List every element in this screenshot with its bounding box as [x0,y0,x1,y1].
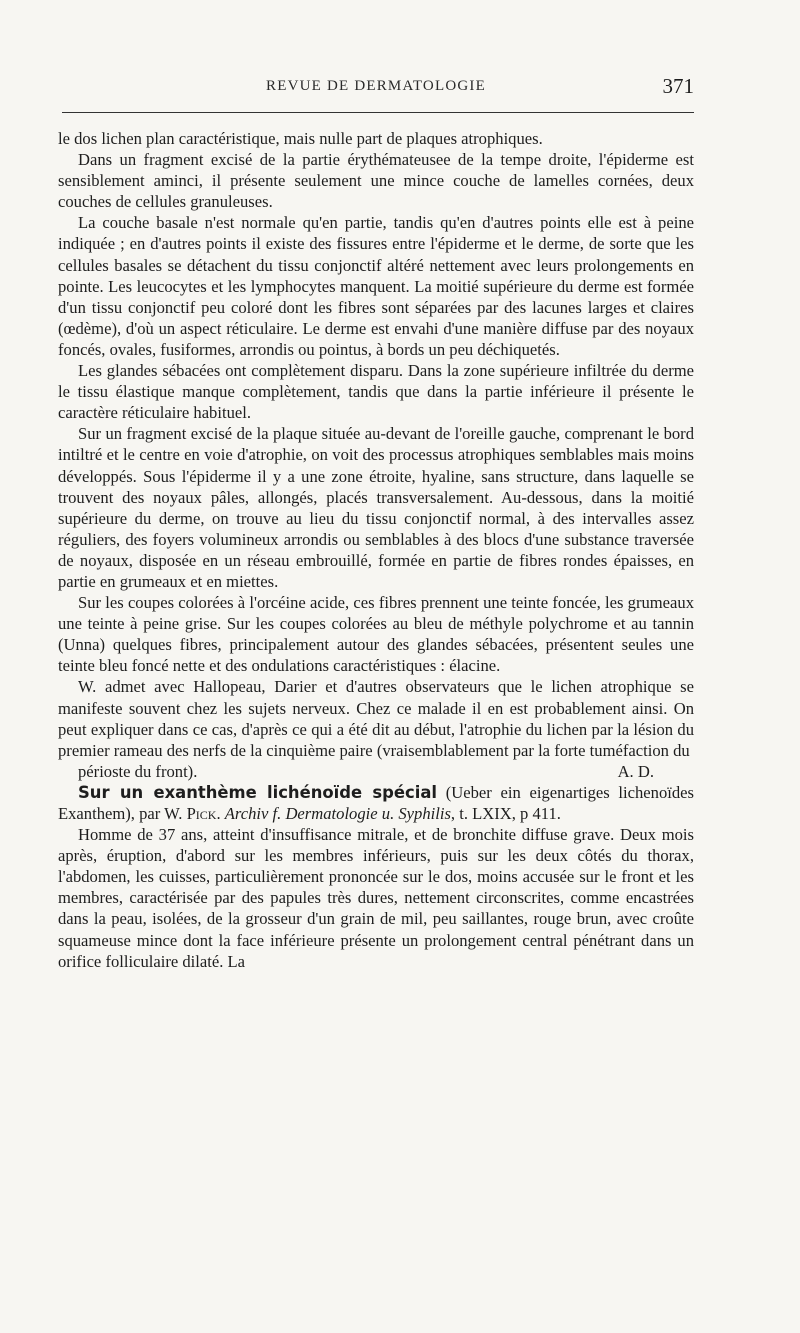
paragraph: Sur les coupes colorées à l'orcéine acide, ces fibres prennent une teinte foncée, les grumeaux une teinte à peine grise. Sur les coupes colorées au bleu de méthyle polychrome et au tannin (Unna) quelques fibres, principalement autour des glandes sébacées, présentent seules une teinte bleu foncé nette et des ondulations caractéristiques : élacine. [58,593,694,676]
running-title: REVUE DE DERMATOLOGIE [266,78,486,94]
paragraph: le dos lichen plan caractéristique, mais nulle part de plaques atrophiques. [58,129,543,148]
paragraph: Sur un fragment excisé de la plaque située au-devant de l'oreille gauche, comprenant le bord intiltré et le centre en voie d'atrophie, on voit des processus atrophiques semblables mais moins développés. Sous l'épiderme il y a une zone étroite, hyaline, sans structure, dans laquelle se trouvent des noyaux pâles, allongés, placés transversalement. Au-dessous, dans la moitié supérieure du derme, on trouve au lieu du tissu conjonctif normal, à des intervalles assez réguliers, des foyers volumineux arrondis ou semblables à des blocs d'une substance traversée de noyaux, disposée en un réseau embrouillé, formée en partie de fibres rondes épaisses, en partie en grumeaux et en miettes. [58,424,694,591]
header-rule [62,112,694,113]
body-text [58,128,694,972]
paragraph: Les glandes sébacées ont complètement disparu. Dans la zone supérieure infiltrée du derme le tissu élastique manque complètement, tandis que dans la partie inférieure il présente le caractère réticulaire habituel. [58,361,694,423]
paragraph: Homme de 37 ans, atteint d'insuffisance mitrale, et de bronchite diffuse grave. Deux mois après, éruption, d'abord sur les membres inférieurs, puis sur les deux côtés du thorax, l'abdomen, les cuisses, particulièrement prononcée sur le dos, moins accusée sur le front et les membres, caractérisée par des papules très dures, nettement circonscrites, comme encastrées dans la peau, isolées, de la grosseur d'un grain de mil, peu saillantes, rouge brun, avec croûte squameuse mince dont la face inférieure présente un prolongement central pénétrant dans un orifice folliculaire dilaté. La [58,825,694,971]
paragraph: Dans un fragment excisé de la partie érythémateusee de la tempe droite, l'épiderme est sensiblement aminci, il présente seulement une mince couche de lamelles cornées, deux couches de cellules granuleuses. [58,150,694,212]
page-number: 371 [662,74,694,98]
closing-text: périoste du front). [78,761,198,781]
running-head [58,74,694,104]
article-title: Sur un exanthème lichénoïde spécial [78,782,438,802]
paragraph: La couche basale n'est normale qu'en partie, tandis qu'en d'autres points elle est à peine indiquée ; en d'autres points il existe des fissures entre l'épiderme et le derme, de sorte que les cellules basales se détachent du tissu conjonctif altéré nettement avec leurs prolongements en pointe. Les leucocytes et les lymphocytes manquent. La moitié supérieure du derme est formée d'un tissu conjonctif peu coloré dont les fibres sont séparées par des lacunes larges et claires (œdème), d'où un aspect réticulaire. Le derme est envahi d'une manière diffuse par des noyaux foncés, ovales, fusiformes, arrondis ou pointus, à bords un peu déchiquetés. [58,213,694,359]
journal-name: Archiv f. Dermatologie u. Syphilis [224,804,451,823]
citation-volume: , t. LXIX, p 411. [450,804,561,823]
article-title-translation: (Ueber ein eigenartiges lichenoïdes Exanthem), par W. [58,782,694,823]
citation-separator: . [216,804,225,823]
author-signature: A. D. [617,761,654,781]
article-headline [58,782,694,824]
paragraph-closing-line [58,761,694,782]
paragraph: W. admet avec Hallopeau, Darier et d'autres observateurs que le lichen atrophique se manifeste souvent chez les sujets nerveux. Chez ce malade il en est probablement ainsi. On peut expliquer dans ce cas, d'après ce qui a été dit au début, l'atrophie du lichen par la lésion du premier rameau des nerfs de la cinquième paire (vraisemblablement par la forte tuméfaction du [58,677,694,760]
article-author: Pick [186,804,217,823]
